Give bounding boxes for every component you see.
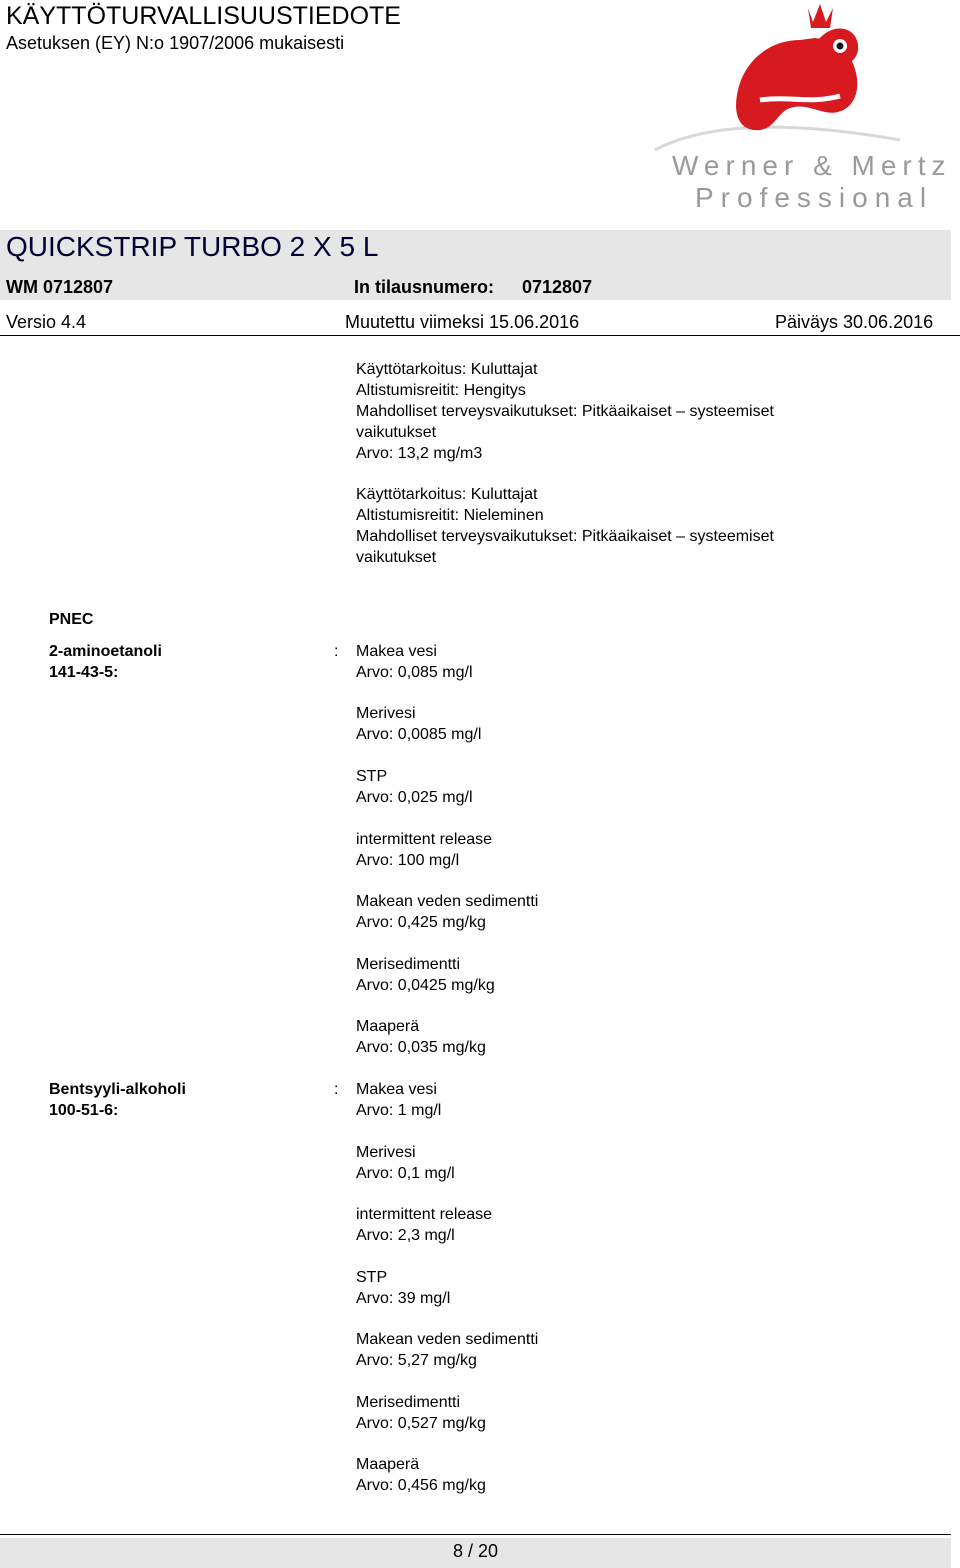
pnec-compartment: intermittent release xyxy=(356,1206,493,1223)
product-name: QUICKSTRIP TURBO 2 X 5 L xyxy=(6,231,379,262)
substance-cas: 100-51-6: xyxy=(49,1102,119,1119)
pnec-compartment: Makea vesi xyxy=(356,643,437,660)
dnel-effects: Mahdolliset terveysvaikutukset: Pitkäaikaiset – systeemiset xyxy=(356,528,774,545)
order-number-label: In tilausnumero: xyxy=(354,277,495,297)
pnec-compartment: Merisedimentti xyxy=(356,1394,461,1411)
dnel-use: Käyttötarkoitus: Kuluttajat xyxy=(356,486,538,503)
logo-wordmark-sub: Professional xyxy=(695,182,934,213)
dnel-effects-cont: vaikutukset xyxy=(356,424,437,441)
pnec-value: Arvo: 100 mg/l xyxy=(356,852,460,869)
dnel-use: Käyttötarkoitus: Kuluttajat xyxy=(356,361,538,378)
pnec-value: Arvo: 0,425 mg/kg xyxy=(356,914,486,931)
separator-colon: : xyxy=(334,643,339,660)
pnec-heading: PNEC xyxy=(49,611,94,628)
logo-wordmark: Werner & Mertz xyxy=(672,150,952,181)
wm-number: WM 0712807 xyxy=(6,277,114,297)
issue-date: Päiväys 30.06.2016 xyxy=(775,312,934,332)
dnel-value: Arvo: 13,2 mg/m3 xyxy=(356,445,483,462)
pnec-compartment: Makea vesi xyxy=(356,1081,437,1098)
pnec-value: Arvo: 0,085 mg/l xyxy=(356,664,473,681)
pnec-compartment: Makean veden sedimentti xyxy=(356,1331,539,1348)
pnec-compartment: STP xyxy=(356,768,388,785)
substance-name: Bentsyyli-alkoholi xyxy=(49,1081,186,1098)
pnec-compartment: Maaperä xyxy=(356,1456,420,1473)
page-number: 8 / 20 xyxy=(452,1541,499,1561)
pnec-value: Arvo: 0,1 mg/l xyxy=(356,1165,455,1182)
pnec-value: Arvo: 1 mg/l xyxy=(356,1102,442,1119)
pnec-value: Arvo: 39 mg/l xyxy=(356,1290,451,1307)
dnel-route: Altistumisreitit: Nieleminen xyxy=(356,507,544,524)
pnec-compartment: Maaperä xyxy=(356,1018,420,1035)
dnel-effects-cont: vaikutukset xyxy=(356,549,437,566)
pnec-value: Arvo: 5,27 mg/kg xyxy=(356,1352,477,1369)
dnel-route: Altistumisreitit: Hengitys xyxy=(356,382,526,399)
pnec-value: Arvo: 0,035 mg/kg xyxy=(356,1039,486,1056)
header-divider xyxy=(0,335,960,336)
version: Versio 4.4 xyxy=(6,312,87,332)
dnel-effects: Mahdolliset terveysvaikutukset: Pitkäaikaiset – systeemiset xyxy=(356,403,774,420)
document-subtitle: Asetuksen (EY) N:o 1907/2006 mukaisesti xyxy=(6,33,345,53)
last-modified: Muutettu viimeksi 15.06.2016 xyxy=(345,312,580,332)
pnec-value: Arvo: 0,527 mg/kg xyxy=(356,1415,486,1432)
separator-colon: : xyxy=(334,1081,339,1098)
substance-name: 2-aminoetanoli xyxy=(49,643,162,660)
substance-cas: 141-43-5: xyxy=(49,664,119,681)
order-number-value: 0712807 xyxy=(522,277,593,297)
pnec-value: Arvo: 0,025 mg/l xyxy=(356,789,473,806)
pnec-value: Arvo: 0,0425 mg/kg xyxy=(356,977,495,994)
pnec-value: Arvo: 0,0085 mg/l xyxy=(356,726,482,743)
pnec-value: Arvo: 2,3 mg/l xyxy=(356,1227,455,1244)
pnec-compartment: Merivesi xyxy=(356,705,416,722)
pnec-compartment: Merivesi xyxy=(356,1144,416,1161)
document-title: KÄYTTÖTURVALLISUUSTIEDOTE xyxy=(6,2,401,30)
pnec-compartment: intermittent release xyxy=(356,831,493,848)
footer-divider xyxy=(0,1534,951,1535)
pnec-compartment: STP xyxy=(356,1269,388,1286)
pnec-compartment: Makean veden sedimentti xyxy=(356,893,539,910)
pnec-compartment: Merisedimentti xyxy=(356,956,461,973)
pnec-value: Arvo: 0,456 mg/kg xyxy=(356,1477,486,1494)
